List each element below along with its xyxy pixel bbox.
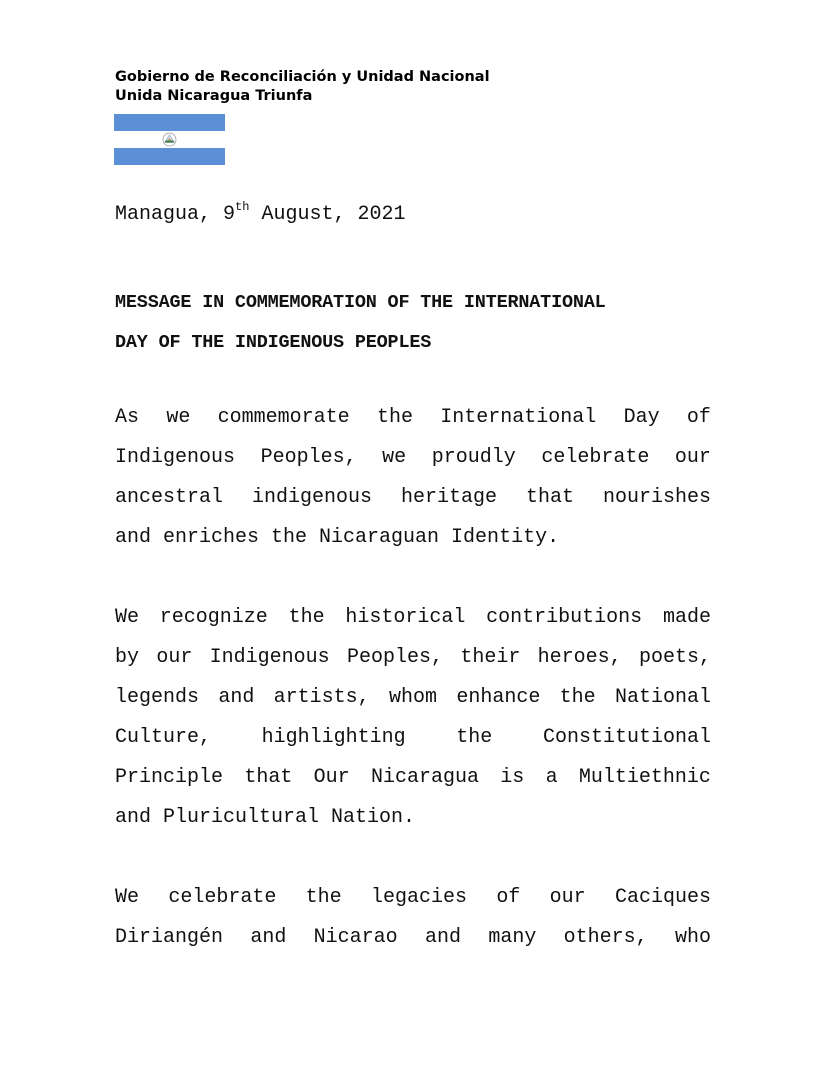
word: highlighting [261,726,406,749]
word: International [440,406,597,429]
word: and [218,686,255,709]
word: Peoples, [347,646,444,669]
word: We [115,886,140,909]
word: by [115,646,140,669]
word: is [500,766,525,789]
paragraph-line [115,598,711,638]
government-name: Gobierno de Reconciliación y Unidad Nacional [115,69,490,85]
word: whom [388,686,437,709]
word: nourishes [602,486,711,509]
government-slogan: Unida Nicaragua Triunfa [115,88,313,104]
paragraph-line [115,918,711,958]
word: the [376,406,413,429]
word: Peoples, [260,446,357,469]
word: who [674,926,711,949]
message-title-line-1: MESSAGE IN COMMEMORATION OF THE INTERNATIONAL [115,292,606,313]
word: and [250,926,287,949]
word: many [488,926,537,949]
word: of [686,406,711,429]
date-ordinal-suffix: th [235,200,250,214]
paragraph-2 [115,598,711,838]
paragraph-line [115,478,711,518]
word: Day [623,406,660,429]
paragraph-line [115,678,711,718]
word: heroes, [537,646,622,669]
word: we [166,406,191,429]
word: Indigenous [115,446,236,469]
word: celebrate [168,886,277,909]
paragraph-line: and Pluricultural Nation. [115,806,416,829]
word: that [525,486,574,509]
word: heritage [401,486,498,509]
word: the [456,726,493,749]
word: Nicarao [313,926,398,949]
paragraph-line [115,758,711,798]
word: poets, [638,646,711,669]
word: the [305,886,342,909]
message-title-line-2: DAY OF THE INDIGENOUS PEOPLES [115,332,432,353]
word: legacies [371,886,468,909]
paragraph-3 [115,878,711,958]
word: we [382,446,407,469]
date-line [115,200,711,226]
message-title [115,283,711,363]
word: Diriangén [115,926,224,949]
word: proudly [431,446,516,469]
word: made [662,606,711,629]
paragraph-line [115,438,711,478]
word: of [496,886,521,909]
word: our [156,646,193,669]
word: indigenous [252,486,373,509]
word: We [115,606,140,629]
word: enhance [456,686,541,709]
word: their [460,646,521,669]
word: a [545,766,558,789]
word: that [244,766,293,789]
word: Caciques [614,886,711,909]
word: and [425,926,462,949]
word: Principle [115,766,224,789]
word: commemorate [217,406,350,429]
word: Indigenous [209,646,330,669]
word: Nicaragua [370,766,479,789]
word: Multiethnic [578,766,711,789]
nicaragua-flag-icon [114,114,225,165]
word: the [559,686,596,709]
word: legends [115,686,200,709]
word: As [115,406,140,429]
paragraph-line [115,878,711,918]
word: others, [563,926,648,949]
word: Constitutional [542,726,711,749]
word: ancestral [115,486,224,509]
word: recognize [159,606,268,629]
word: celebrate [541,446,650,469]
letterhead [115,68,490,106]
word: historical [345,606,466,629]
date-prefix: Managua, 9 [115,203,236,226]
paragraph-1 [115,398,711,558]
word: artists, [273,686,370,709]
word: our [549,886,586,909]
word: National [614,686,711,709]
word: Culture, [115,726,212,749]
paragraph-line [115,398,711,438]
word: contributions [486,606,643,629]
word: the [288,606,325,629]
paragraph-line [115,638,711,678]
word: Our [313,766,350,789]
paragraph-line [115,718,711,758]
date-rest: August, 2021 [249,203,406,226]
paragraph-line: and enriches the Nicaraguan Identity. [115,526,560,549]
word: our [674,446,711,469]
